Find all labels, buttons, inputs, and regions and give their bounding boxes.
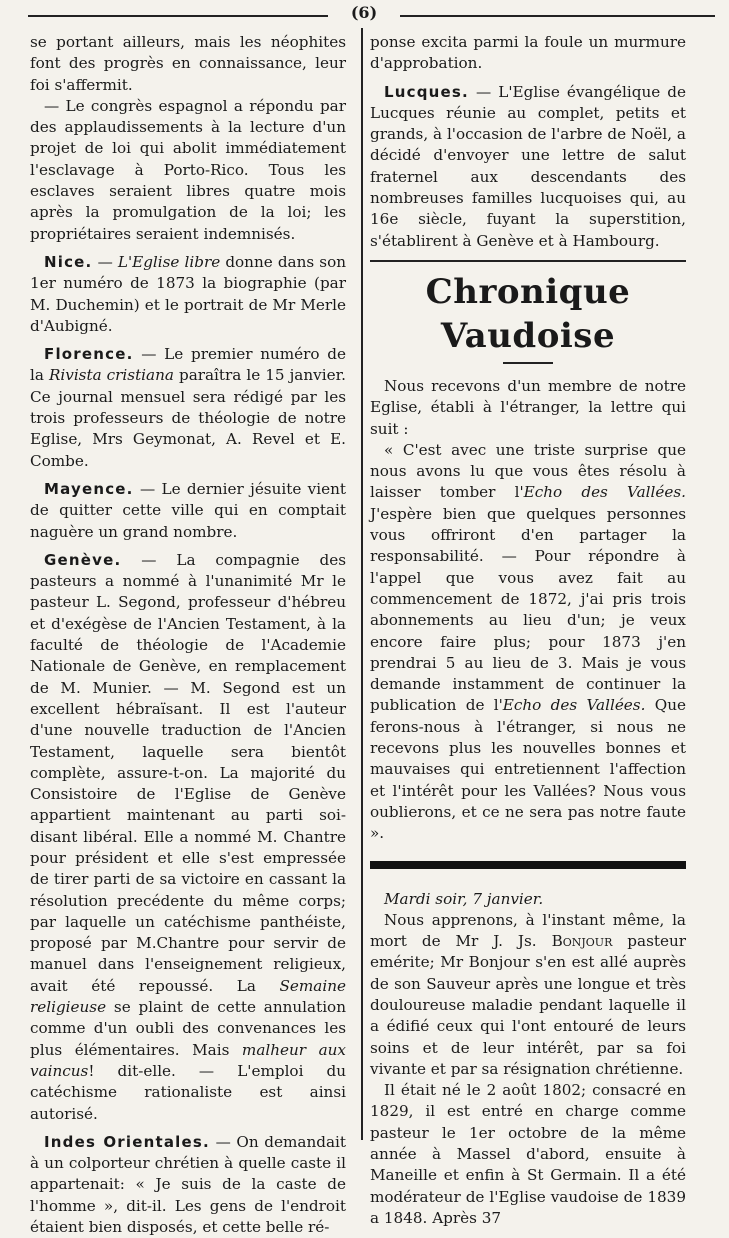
obituary-paragraph-1 [370,910,686,1080]
text-florence-pre: — Le premier numéro de la [30,345,346,385]
text-mayence: — Le dernier jésuite vient de quitter cette ville qui en comptait naguère un grand nombre. [30,479,346,541]
text-florence: paraîtra le 15 janvier. Ce journal mensuel sera rédigé par les trois professeurs de théologie de notre Eglise, Mrs Geymonat, A. Revel et E. Combe. [30,366,346,470]
section-separator [370,260,686,262]
item-geneve [30,550,346,1125]
place-heading-mayence: Mayence. [44,479,134,498]
item-florence [30,344,346,472]
paragraph-intro: se portant ailleurs, mais les néophites font des progrès en connaissance, leur foi s'affermit. [30,33,346,94]
column-divider [361,28,363,1140]
journal-title: L'Eglise libre [117,252,221,271]
journal-title: Echo des Vallées. [523,483,686,502]
place-heading-indes: Indes Orientales. [44,1132,210,1151]
person-name: Bonjour [551,932,613,951]
section-title: Chronique Vaudoise [425,271,631,356]
paragraph-continuation: ponse excita parmi la foule un murmure d'approbation. [370,33,686,73]
text-nice-pre: — [92,252,118,271]
letter-text-2: J'espère bien que quelques personnes vous offriront d'en partager la responsabilité. — Pour répondre à l'appel que vous avez fait au commencement de 1872, j'ai pris trois abonnements au lieu d'un; je veux encore faire plus; pour 1873 j'en prendrai 5 au lieu de 3. Mais je vous demande instamment de continuer la publication de l' [370,504,686,715]
paragraph-congres: — Le congrès espagnol a répondu par des applaudissements à la lecture d'un projet de loi qui abolit immédiatement l'esclavage à Porto-Rico. Tous les esclaves seraient libres quatre mois après la promulgation de la loi; les propriétaires seraient indemnisés. [30,96,346,243]
header-rule-right [400,15,715,17]
title-underline [503,362,553,364]
chronique-letter [370,440,686,845]
obituary-paragraph-2: Il était né le 2 août 1802; consacré en 1829, il est entré en charge comme pasteur le 1er octobre de la même année à Massel d'abord, ensuite à Maneille et enfin à St Germain. Il a été modérateur de l'Eglise vaudoise de 1839 a 1848. Après 37 [370,1081,686,1227]
item-nice [30,252,346,337]
chronique-intro: Nous recevons d'un membre de notre Eglise, établi à l'étranger, la lettre qui suit : [370,376,686,438]
text-indes: — On demandait à un colporteur chrétien à quelle caste il appartenait: « Je suis de la caste de l'homme », dit-il. Les gens de l'endroit étaient bien disposés, et cette belle ré- [30,1132,346,1237]
letter-text-3: Que ferons-nous à l'étranger, si nous ne recevons plus les nouvelles bonnes et mauvaises qui entretiennent l'affection et l'intérêt pour les Vallées? Nous vous oublierons, et ce ne sera pas notre faute ». [370,696,686,843]
obituary-text-1b: pasteur emérite; Mr Bonjour s'en est allé auprès de son Sauveur après une longue et très douloureuse maladie pendant laquelle il a édifié ceux qui l'ont entouré de leurs soins et de leur intérêt, par sa foi vivante et par sa résignation chrétienne. [370,932,686,1078]
left-column [30,32,346,1238]
dateline: Mardi soir, 7 janvier. [384,889,544,908]
journal-title: Echo des Vallées. [502,696,646,715]
obituary-text-1a: Nous apprenons, à l'instant même, la mort de Mr J. Js. [370,910,686,951]
text-geneve-3: ! dit-elle. — L'emploi du catéchisme rationaliste est ainsi autorisé. [30,1061,346,1123]
page-header [28,0,715,26]
journal-title: Semaine religieuse [30,976,346,1017]
text-geneve-1: — La compagnie des pasteurs a nommé à l'unanimité Mr le pasteur L. Segond, professeur d'hébreu et d'exégèse de l'Ancien Testament, à la faculté de théologie de l'Academie Nationale de Genève, en remplacement de M. Munier. — M. Segond est un excellent hébraïsant. Il est l'auteur d'une nouvelle traduction de l'Ancien Testament, laquelle sera bientôt complète, assure-t-on. La majorité du Consistoire de l'Eglise de Genève appartient maintenant au parti soi-disant libéral. Elle a nommé M. Chantre pour président et elle s'est empressée de tirer parti de sa victoire en cassant la résolution precédente du même corps; par laquelle un catéchisme panthéiste, proposé par M.Chantre pour servir de manuel dans l'enseignement religieux, avait été repoussé. La [30,550,346,995]
item-mayence [30,479,346,543]
text-lucques: — L'Eglise évangélique de Lucques réunie au complet, petits et grands, à l'occasion de l'arbre de Noël, a décidé d'envoyer une lettre de salut fraternel aux descendants des nombreuses familles lucquoises qui, au 16e siècle, fuyant la superstition, s'établirent à Genève et à Hambourg. [370,82,686,250]
header-rule-left [28,15,328,17]
place-heading-geneve: Genève. [44,550,122,569]
place-heading-lucques: Lucques. [384,82,469,101]
right-column [370,32,686,1229]
thick-separator [370,861,686,869]
item-indes [30,1132,346,1238]
place-heading-florence: Florence. [44,345,134,364]
text-geneve-2: se plaint de cette annulation comme d'un oubli des convenances les plus élémentaires. Mais [30,998,346,1059]
text-nice: donne dans son 1er numéro de 1873 la biographie (par M. Duchemin) et le portrait de Mr Merle d'Aubigné. [30,252,347,335]
item-lucques [370,82,686,252]
page-number: (6) [350,3,378,22]
place-heading-nice: Nice. [44,252,93,271]
letter-text-1: « C'est avec une triste surprise que nous avons lu que vous êtes résolu à laisser tomber l' [370,440,686,502]
journal-title: Rivista cristiana [48,366,174,385]
quote-italic: malheur aux vaincus [30,1040,346,1080]
